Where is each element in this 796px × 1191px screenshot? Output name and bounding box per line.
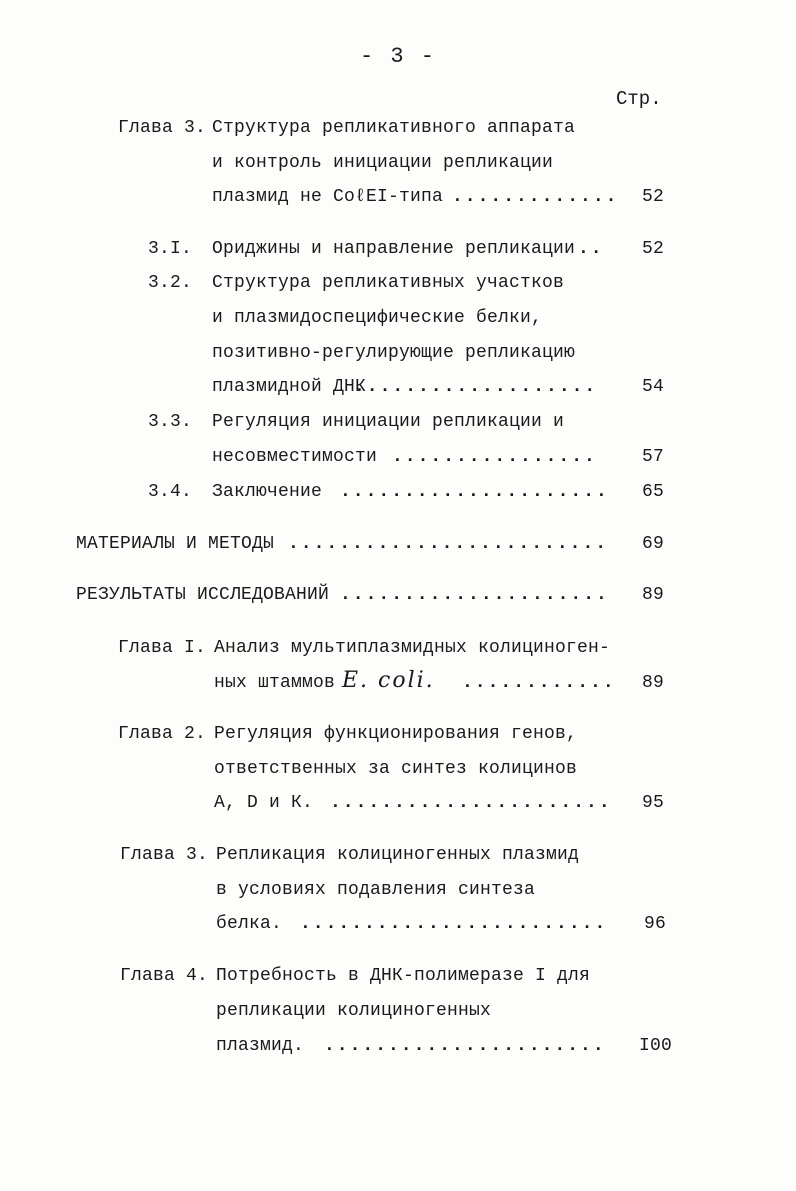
toc-entry-line: репликации колициногенных [216,1001,492,1021]
toc-entry-line: ных штаммов [214,673,336,693]
toc-entry-line: плазмидной ДНК [212,377,367,397]
toc-entry-line: в условиях подавления синтеза [216,880,536,900]
toc-dot-leader: ......................... [288,534,609,554]
toc-entry-label: Глава 3. [120,845,209,865]
toc-dot-leader: ..................... [340,585,609,605]
toc-page-number: 57 [641,447,664,467]
toc-entry-line: белка. [216,914,283,934]
toc-page-number: 96 [643,914,666,934]
toc-entry-line: плазмид. [216,1036,305,1056]
toc-page-number: 69 [641,534,664,554]
toc-entry-line: и контроль инициации репликации [212,153,554,173]
toc-dot-leader: ............. [452,187,619,207]
toc-entry-line: Регуляция инициации репликации и [212,412,565,432]
toc-entry-line: Структура репликативного аппарата [212,118,576,138]
toc-entry-label: Глава 3. [118,118,207,138]
toc-dot-leader: ..................... [340,482,609,502]
toc-entry-line: Структура репликативных участков [212,273,565,293]
toc-section-heading: МАТЕРИАЛЫ И МЕТОДЫ [76,534,275,554]
toc-entry-line: Репликация колициногенных плазмид [216,845,580,865]
toc-dot-leader: ................... [354,377,598,397]
toc-entry-label: 3.2. [148,273,193,293]
toc-section-heading: РЕЗУЛЬТАТЫ ИССЛЕДОВАНИЙ [76,585,330,605]
toc-page-number: 52 [641,239,664,259]
toc-dot-leader: ...................... [330,793,612,813]
toc-entry-label: 3.3. [148,412,193,432]
toc-page-number: 52 [641,187,664,207]
toc-dot-leader: ...................... [324,1036,606,1056]
toc-entry-line: и плазмидоспецифические белки, [212,308,543,328]
toc-entry-line: Анализ мультиплазмидных колициноген- [214,638,611,658]
toc-entry-line: плазмид не CoℓEI-типа [212,187,444,207]
toc-dot-leader: ............ [462,673,616,693]
toc-entry-line: Регуляция функционирования генов, [214,724,578,744]
page-number: - 3 - [359,44,436,69]
toc-entry-line: ответственных за синтез колицинов [214,759,578,779]
toc-entry-line: Заключение [212,482,323,502]
toc-entry-line: позитивно-регулирующие репликацию [212,343,576,363]
toc-entry-line: Ориджины и направление репликации [212,239,576,259]
toc-entry-label: 3.I. [148,239,193,259]
toc-page-number: 54 [641,377,664,397]
page-column-header: Стр. [616,88,662,110]
toc-entry-line: Потребность в ДНК-полимеразе I для [216,966,591,986]
toc-dot-leader: .. [578,239,604,259]
toc-entry-label: Глава I. [118,638,207,658]
toc-dot-leader: ................ [392,447,597,467]
toc-entry-line: А, D и К. [214,793,314,813]
toc-page-number: 65 [641,482,664,502]
toc-page-number: 95 [641,793,664,813]
toc-page-number: 89 [641,673,664,693]
toc-page-number: 89 [641,585,664,605]
toc-entry-label: 3.4. [148,482,193,502]
handwritten-species-name: E. coli. [342,668,435,693]
toc-entry-label: Глава 4. [120,966,209,986]
toc-entry-label: Глава 2. [118,724,207,744]
toc-dot-leader: ........................ [300,914,608,934]
toc-entry-line: несовместимости [212,447,378,467]
toc-page-number: I00 [638,1036,672,1056]
